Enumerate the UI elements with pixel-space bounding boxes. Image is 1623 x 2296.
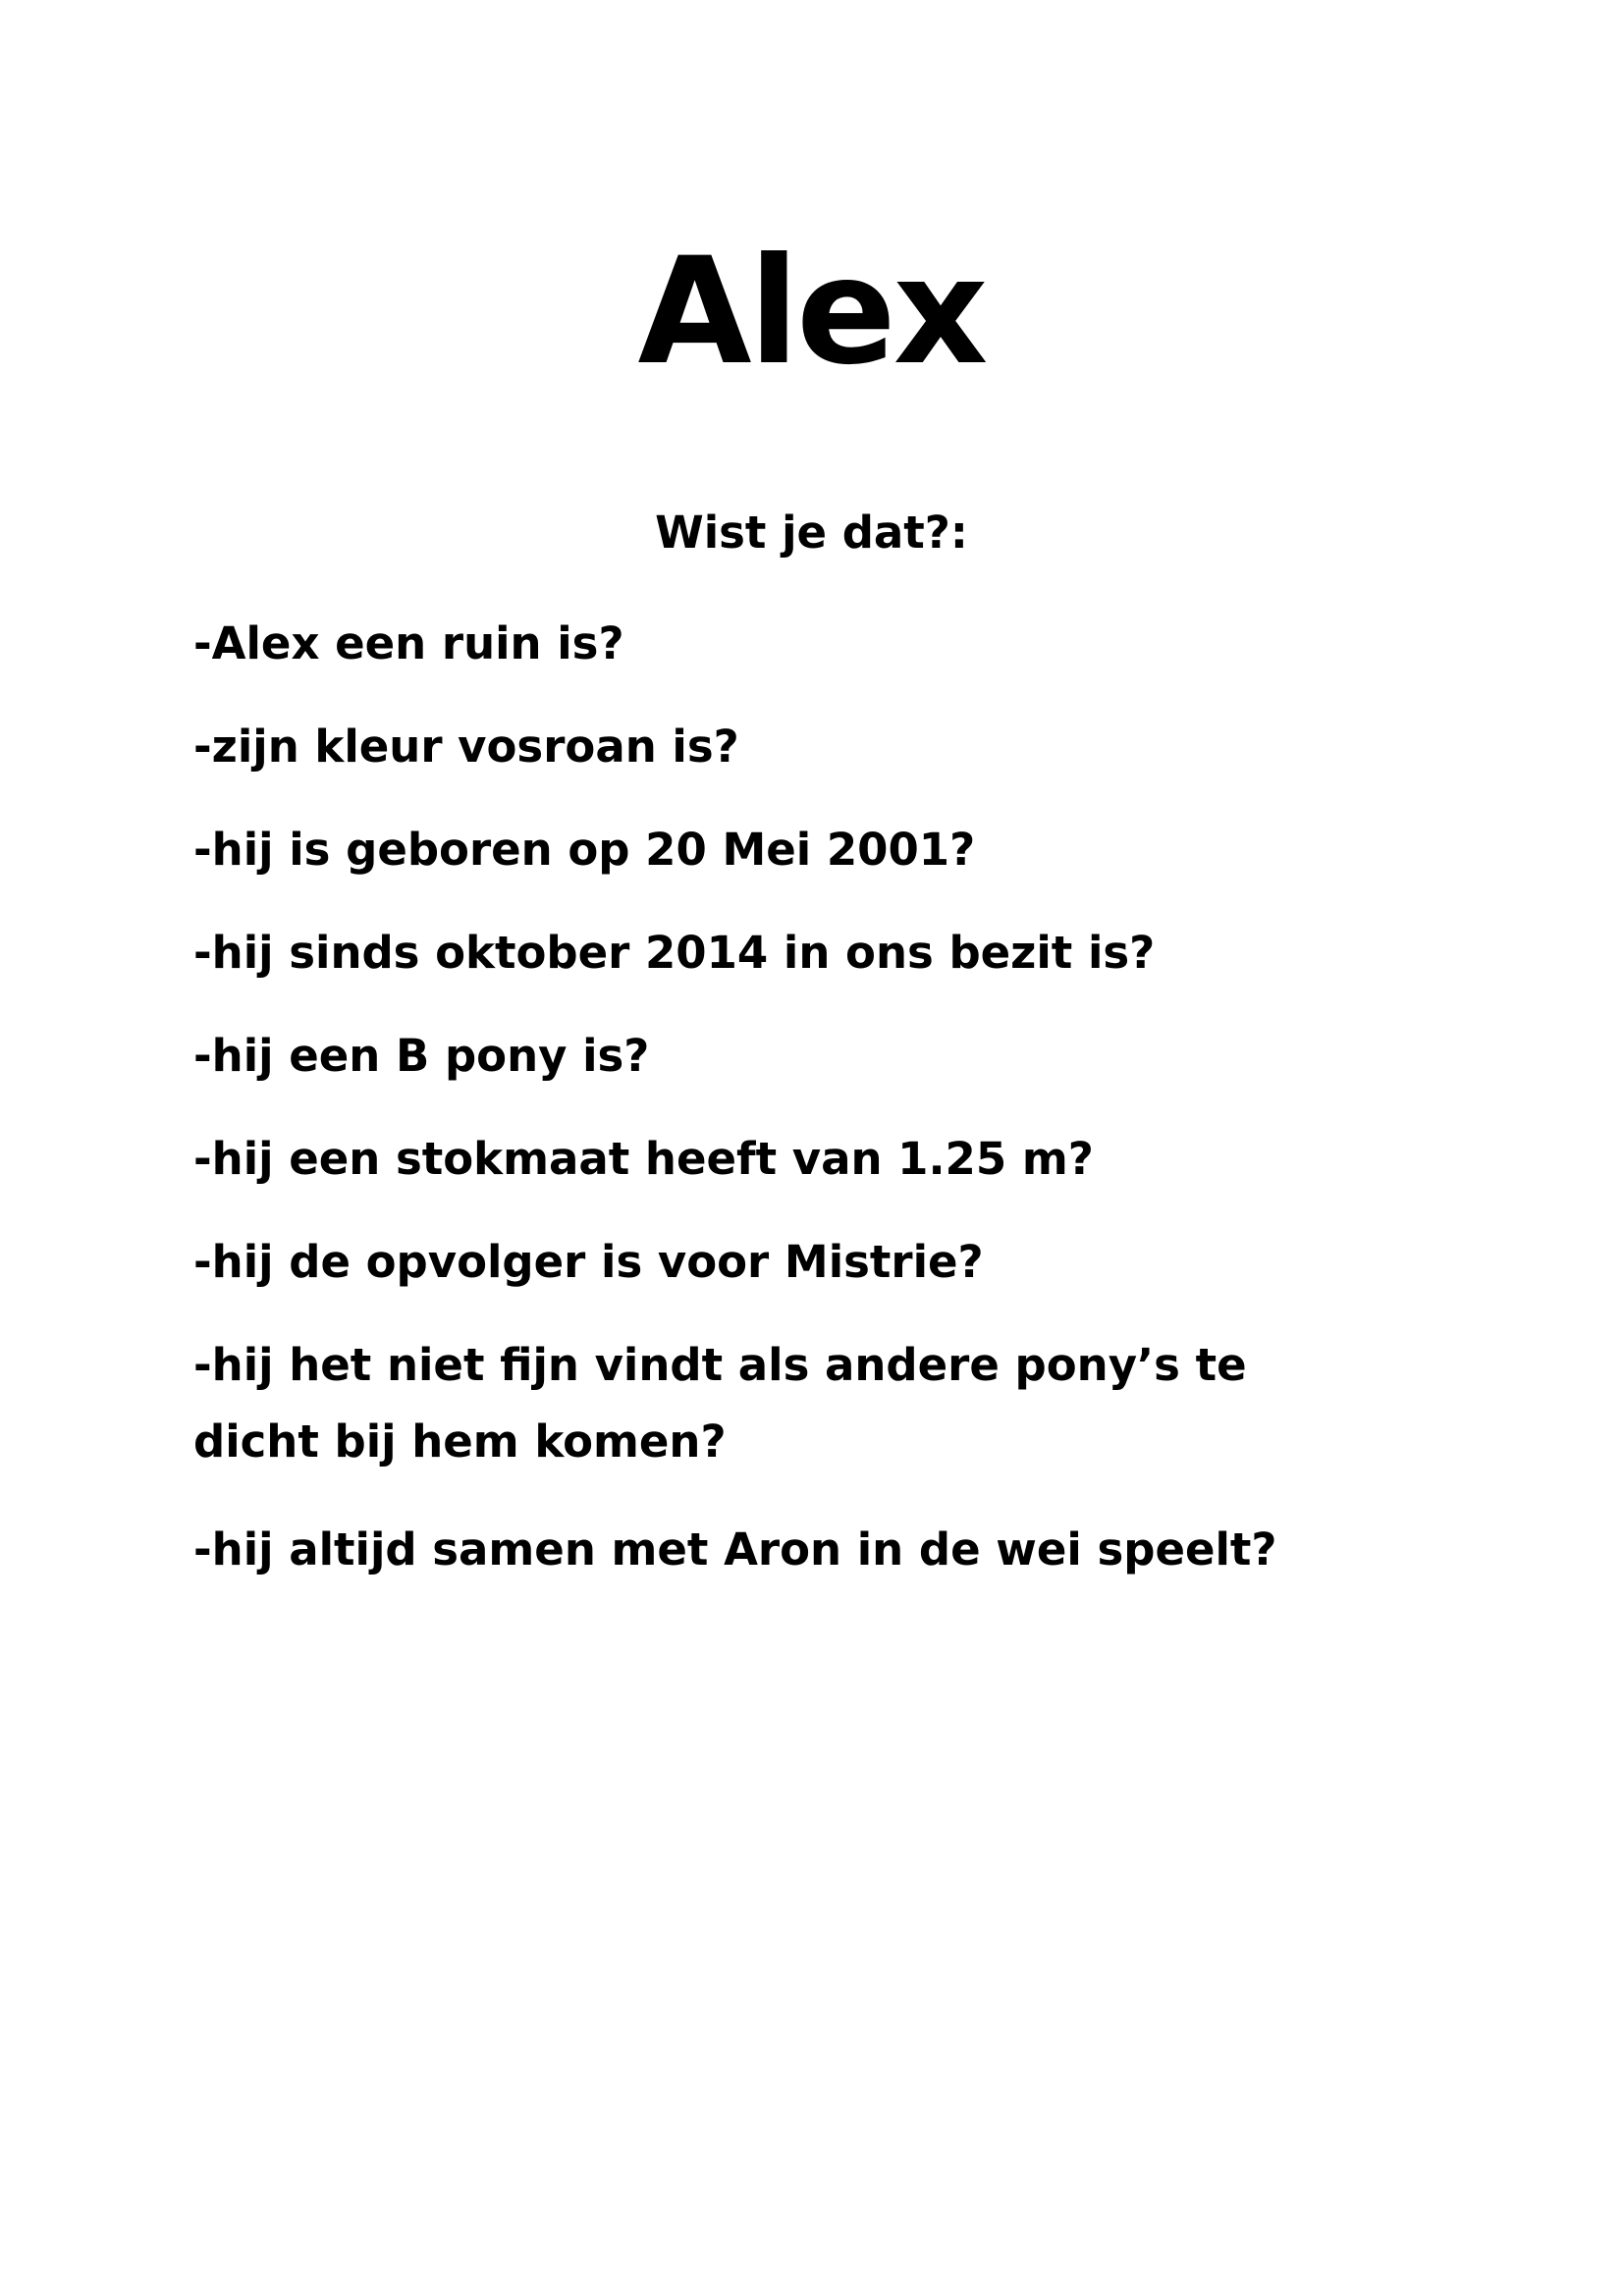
fact-item: -hij het niet fijn vindt als andere pony’s te dicht bij hem komen? — [193, 1339, 1247, 1468]
fact-item: -hij is geboren op 20 Mei 2001? — [193, 824, 976, 876]
page-subtitle: Wist je dat?: — [655, 507, 968, 559]
page-title: Alex — [637, 227, 986, 398]
fact-item: -Alex een ruin is? — [193, 617, 624, 669]
fact-item: -hij sinds oktober 2014 in ons bezit is? — [193, 927, 1156, 979]
fact-item: -hij altijd samen met Aron in de wei speelt? — [193, 1523, 1277, 1575]
fact-item: -hij een stokmaat heeft van 1.25 m? — [193, 1133, 1094, 1185]
fact-item: -zijn kleur vosroan is? — [193, 721, 739, 773]
fact-item: -hij de opvolger is voor Mistrie? — [193, 1236, 984, 1288]
fact-item: -hij een B pony is? — [193, 1030, 650, 1082]
